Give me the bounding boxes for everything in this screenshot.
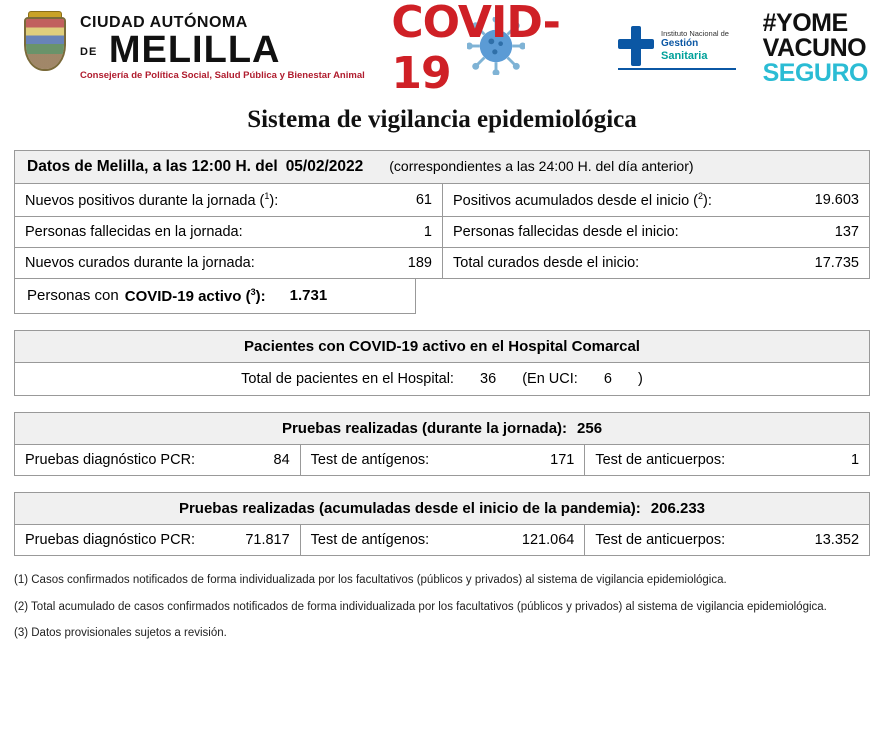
active-cases-value: 1.731 <box>289 287 328 305</box>
tests-daily-banner-value: 256 <box>577 419 603 437</box>
datos-header-prefix: Datos de Melilla, a las 12:00 H. del <box>27 158 278 175</box>
daily-stats-left-column <box>15 184 442 278</box>
hospital-uci-close: ) <box>638 370 643 387</box>
gob-rule <box>618 68 736 70</box>
stat-label: Positivos acumulados desde el inicio ( <box>453 192 699 209</box>
datos-header-note: (correspondientes a las 24:00 H. del día anterior) <box>389 158 694 174</box>
test-value: 71.817 <box>245 531 290 548</box>
stat-label: Personas fallecidas en la jornada: <box>25 223 243 240</box>
table-row <box>443 217 869 248</box>
footnote-ref: 3 <box>250 286 256 297</box>
test-value: 1 <box>850 451 860 468</box>
footnote-ref: 2 <box>698 191 704 201</box>
melilla-coat-of-arms-icon <box>16 11 74 85</box>
active-cases-prefix: Personas con <box>27 287 119 305</box>
gob-line3: Sanitaria <box>661 49 708 62</box>
hospital-banner: Pacientes con COVID-19 activo en el Hospital Comarcal <box>14 330 870 363</box>
test-label: Test de antígenos: <box>310 531 430 548</box>
tests-daily-section <box>14 412 870 476</box>
footnotes <box>14 572 870 642</box>
test-label: Test de anticuerpos: <box>595 531 726 548</box>
stat-value: 61 <box>415 191 432 208</box>
hospital-total-label: Total de pacientes en el Hospital: <box>241 370 454 387</box>
covid-logo-text: COVID-19 <box>391 0 560 99</box>
footnote-ref: 1 <box>264 191 270 201</box>
test-label: Pruebas diagnóstico PCR: <box>25 451 196 468</box>
active-cases-label: COVID-19 activo ( <box>124 287 251 305</box>
tests-daily-banner <box>14 412 870 445</box>
test-value: 13.352 <box>814 531 860 548</box>
table-row <box>15 217 442 248</box>
tests-daily-banner-label: Pruebas realizadas (durante la jornada): <box>281 419 568 437</box>
stat-label: Total curados desde el inicio: <box>453 254 640 271</box>
footnote-2: (2) Total acumulado de casos confirmados notificados de forma individualizada por los facultativos (públicos y privados) al sistema de vigilancia epidemiológica. <box>14 600 827 613</box>
stat-value: 19.603 <box>814 191 859 208</box>
tests-cumulative-banner <box>14 492 870 525</box>
test-label: Pruebas diagnóstico PCR: <box>25 531 196 548</box>
hospital-uci-label: (En UCI: <box>522 370 578 387</box>
gob-line2: Gestión <box>661 38 699 50</box>
campaign-line3: SEGURO <box>762 58 868 87</box>
daily-stats-right-column <box>442 184 869 278</box>
stat-label: Personas fallecidas desde el inicio: <box>453 223 679 240</box>
active-cases-label-end: ): <box>255 287 266 305</box>
page-header <box>14 0 870 99</box>
campaign-logo <box>762 8 868 87</box>
stat-label: Nuevos curados durante la jornada: <box>25 254 255 271</box>
active-cases-box <box>14 279 416 314</box>
melilla-de: DE <box>80 45 98 58</box>
melilla-line3: Consejería de Política Social, Salud Pública y Bienestar Animal <box>80 70 365 82</box>
health-cross-icon <box>618 26 654 66</box>
test-label: Test de anticuerpos: <box>595 451 726 468</box>
page-title: Sistema de vigilancia epidemiológica <box>247 106 637 133</box>
tests-cumulative-banner-label: Pruebas realizadas (acumuladas desde el inicio de la pandemia): <box>178 499 641 517</box>
table-cell <box>584 525 869 555</box>
table-cell <box>584 445 869 475</box>
stat-value: 1 <box>423 223 432 240</box>
melilla-line2: MELILLA <box>108 29 281 72</box>
table-row <box>15 248 442 278</box>
tests-daily-row <box>14 445 870 476</box>
test-value: 121.064 <box>521 531 575 548</box>
hospital-uci-value: 6 <box>603 370 612 387</box>
test-value: 171 <box>550 451 575 468</box>
table-cell <box>15 525 300 555</box>
gob-line1: Instituto Nacional de <box>661 28 729 38</box>
tests-cumulative-section <box>14 492 870 556</box>
datos-header-date: 05/02/2022 <box>285 158 364 175</box>
table-cell <box>300 445 585 475</box>
gobierno-logo <box>618 26 736 70</box>
melilla-brand <box>16 11 365 85</box>
campaign-line2: VACUNO <box>762 33 867 62</box>
stat-value: 17.735 <box>814 254 859 271</box>
table-row <box>15 184 442 217</box>
table-row <box>443 184 869 217</box>
tests-cumulative-banner-value: 206.233 <box>650 499 706 517</box>
melilla-line1: CIUDAD AUTÓNOMA <box>80 14 248 32</box>
stat-label-end: ): <box>703 192 712 209</box>
hospital-total-value: 36 <box>480 370 497 387</box>
table-cell <box>300 525 585 555</box>
hospital-section <box>14 330 870 396</box>
stat-value: 137 <box>834 223 859 240</box>
covid-logo <box>391 0 591 99</box>
table-cell <box>15 445 300 475</box>
campaign-line1: #YOME <box>762 8 848 37</box>
hospital-total-row <box>14 363 870 396</box>
stat-value: 189 <box>407 254 432 271</box>
table-row <box>443 248 869 278</box>
tests-cumulative-row <box>14 525 870 556</box>
stat-label: Nuevos positivos durante la jornada ( <box>25 192 265 209</box>
daily-stats-table <box>14 184 870 279</box>
datos-header <box>14 150 870 184</box>
test-value: 84 <box>273 451 290 468</box>
test-label: Test de antígenos: <box>310 451 430 468</box>
stat-label-end: ): <box>269 192 279 209</box>
footnote-1: (1) Casos confirmados notificados de forma individualizada por los facultativos (públicos y privados) al sistema de vigilancia epidemiológica. <box>14 573 727 586</box>
footnote-3: (3) Datos provisionales sujetos a revisión. <box>14 627 227 640</box>
